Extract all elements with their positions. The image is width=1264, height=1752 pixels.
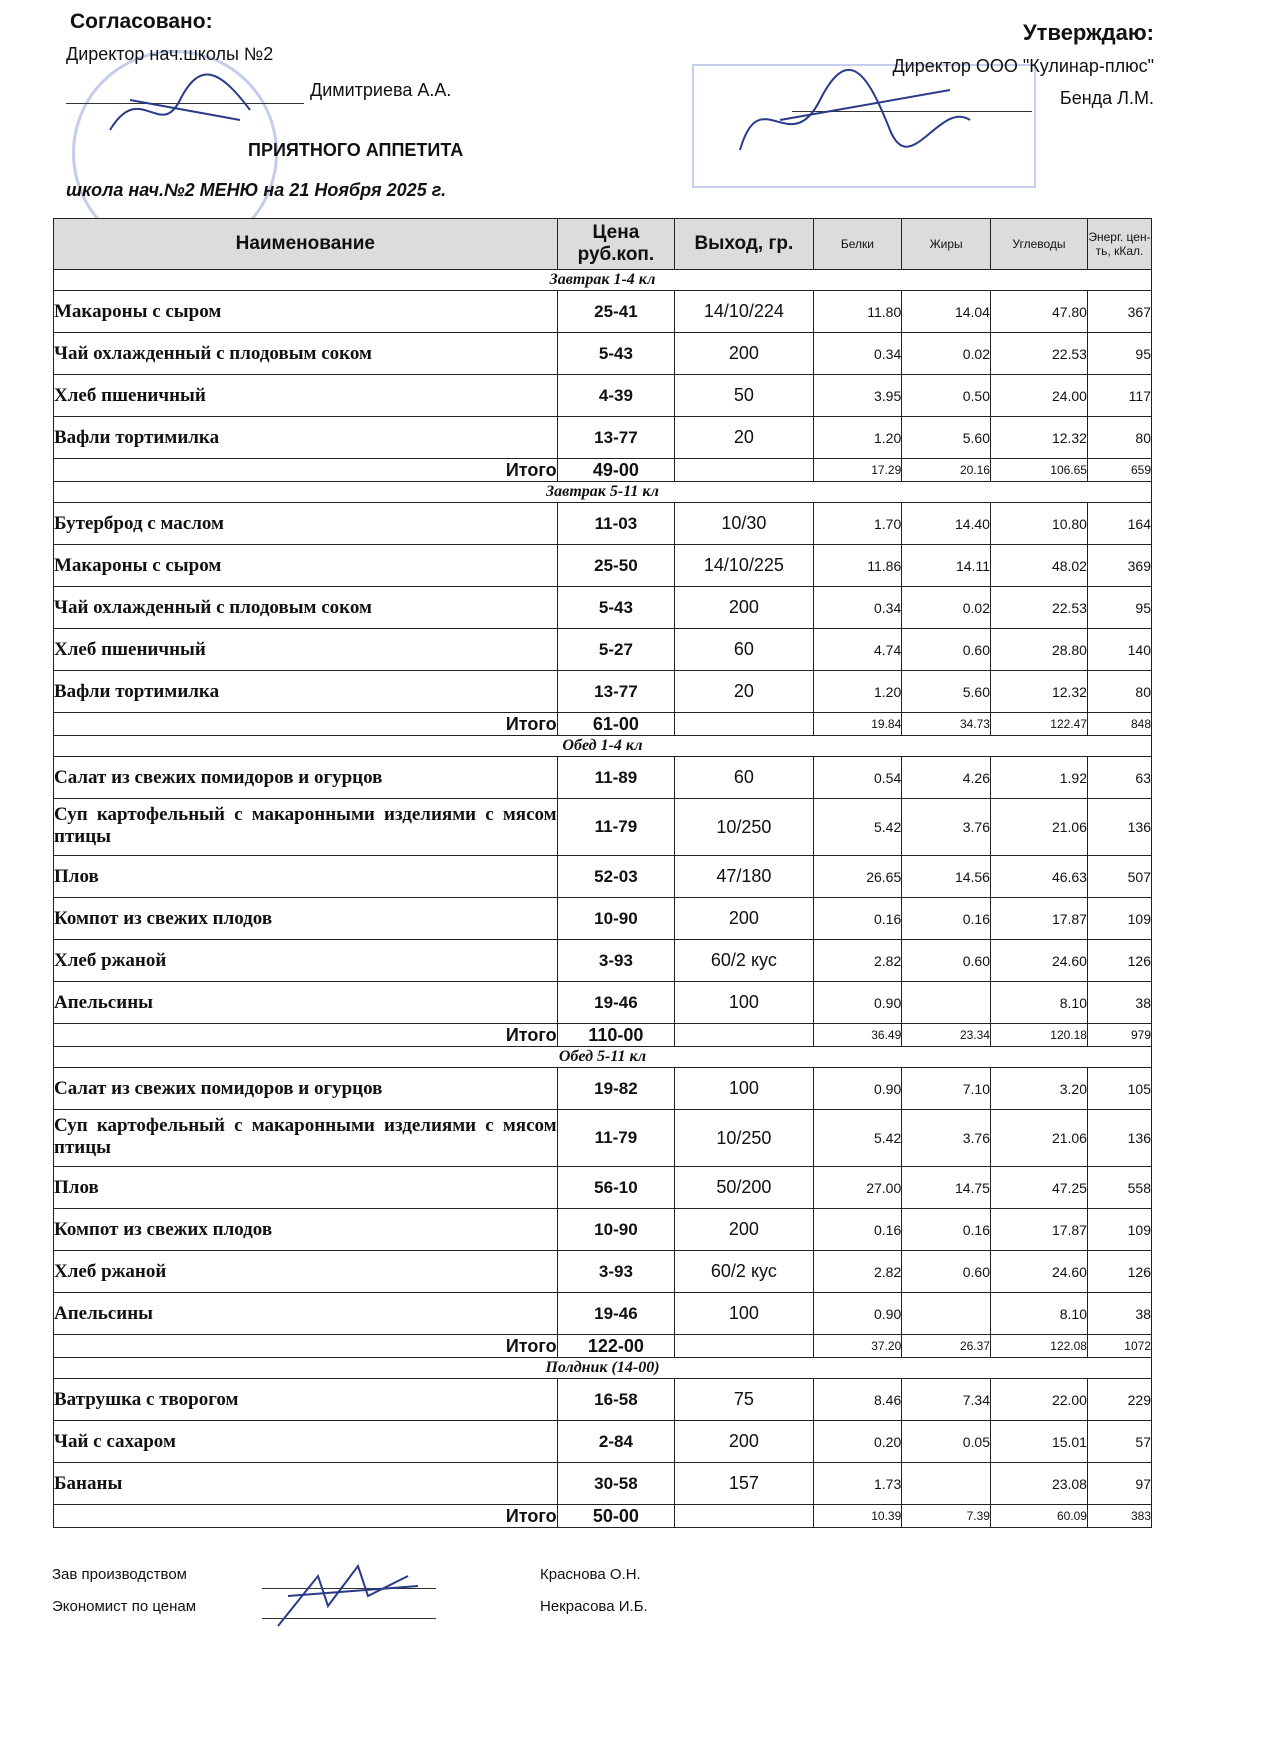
dish-name: Плов — [54, 1167, 558, 1209]
total-price: 50-00 — [557, 1505, 675, 1528]
dish-output: 200 — [675, 1421, 813, 1463]
dish-name: Чай охлажденный с плодовым соком — [54, 587, 558, 629]
dish-price: 16-58 — [557, 1379, 675, 1421]
dish-output: 157 — [675, 1463, 813, 1505]
table-row — [54, 629, 1152, 671]
dish-carbs: 48.02 — [990, 545, 1087, 587]
dish-price: 25-41 — [557, 291, 675, 333]
header-output: Выход, гр. — [675, 219, 813, 270]
total-energy: 659 — [1087, 459, 1151, 482]
dish-protein: 0.90 — [813, 1293, 902, 1335]
menu-table — [53, 218, 1152, 1528]
dish-carbs: 46.63 — [990, 856, 1087, 898]
dish-name: Апельсины — [54, 1293, 558, 1335]
dish-protein: 8.46 — [813, 1379, 902, 1421]
table-row — [54, 898, 1152, 940]
dish-carbs: 22.53 — [990, 587, 1087, 629]
dish-output: 10/30 — [675, 503, 813, 545]
dish-name: Плов — [54, 856, 558, 898]
dish-output: 100 — [675, 982, 813, 1024]
dish-protein: 2.82 — [813, 940, 902, 982]
dish-price: 13-77 — [557, 417, 675, 459]
dish-energy: 126 — [1087, 940, 1151, 982]
dish-fat: 14.11 — [902, 545, 991, 587]
dish-fat: 4.26 — [902, 757, 991, 799]
dish-fat: 14.56 — [902, 856, 991, 898]
dish-name: Бутерброд с маслом — [54, 503, 558, 545]
dish-name: Апельсины — [54, 982, 558, 1024]
approval-right-name: Бенда Л.М. — [1059, 88, 1154, 108]
total-protein: 36.49 — [813, 1024, 902, 1047]
dish-fat: 14.40 — [902, 503, 991, 545]
total-output-empty — [675, 713, 813, 736]
total-fat: 26.37 — [902, 1335, 991, 1358]
footer-signature — [268, 1556, 428, 1636]
dish-name: Суп картофельный с макаронными изделиями с мясом птицы — [54, 1110, 558, 1167]
dish-energy: 109 — [1087, 1209, 1151, 1251]
dish-carbs: 47.80 — [990, 291, 1087, 333]
dish-protein: 4.74 — [813, 629, 902, 671]
approval-left-title: Согласовано: — [70, 10, 213, 33]
dish-protein: 0.16 — [813, 898, 902, 940]
table-row — [54, 333, 1152, 375]
dish-price: 11-89 — [557, 757, 675, 799]
dish-output: 20 — [675, 671, 813, 713]
dish-price: 56-10 — [557, 1167, 675, 1209]
dish-name: Салат из свежих помидоров и огурцов — [54, 757, 558, 799]
table-row — [54, 1110, 1152, 1167]
dish-protein: 5.42 — [813, 799, 902, 856]
dish-energy: 229 — [1087, 1379, 1151, 1421]
header-protein: Белки — [813, 219, 902, 270]
dish-energy: 369 — [1087, 545, 1151, 587]
dish-fat: 5.60 — [902, 671, 991, 713]
table-row — [54, 671, 1152, 713]
table-row — [54, 1463, 1152, 1505]
dish-carbs: 21.06 — [990, 1110, 1087, 1167]
total-row — [54, 1024, 1152, 1047]
total-output-empty — [675, 459, 813, 482]
dish-name: Суп картофельный с макаронными изделиями с мясом птицы — [54, 799, 558, 856]
dish-carbs: 23.08 — [990, 1463, 1087, 1505]
dish-carbs: 8.10 — [990, 1293, 1087, 1335]
dish-fat: 5.60 — [902, 417, 991, 459]
table-header-row — [54, 219, 1152, 270]
section-row — [54, 1358, 1152, 1379]
header-name: Наименование — [54, 219, 558, 270]
total-protein: 17.29 — [813, 459, 902, 482]
total-fat: 23.34 — [902, 1024, 991, 1047]
total-energy: 383 — [1087, 1505, 1151, 1528]
dish-energy: 136 — [1087, 1110, 1151, 1167]
dish-name: Вафли тортимилка — [54, 671, 558, 713]
dish-name: Бананы — [54, 1463, 558, 1505]
dish-energy: 95 — [1087, 587, 1151, 629]
dish-output: 50 — [675, 375, 813, 417]
dish-carbs: 21.06 — [990, 799, 1087, 856]
section-title: Полдник (14-00) — [54, 1358, 1152, 1379]
dish-name: Хлеб ржаной — [54, 940, 558, 982]
dish-name: Чай с сахаром — [54, 1421, 558, 1463]
dish-fat: 14.75 — [902, 1167, 991, 1209]
dish-price: 2-84 — [557, 1421, 675, 1463]
dish-fat: 3.76 — [902, 799, 991, 856]
dish-name: Ватрушка с творогом — [54, 1379, 558, 1421]
dish-name: Компот из свежих плодов — [54, 898, 558, 940]
table-row — [54, 587, 1152, 629]
dish-energy: 80 — [1087, 671, 1151, 713]
section-row — [54, 1047, 1152, 1068]
dish-energy: 97 — [1087, 1463, 1151, 1505]
dish-carbs: 15.01 — [990, 1421, 1087, 1463]
dish-energy: 105 — [1087, 1068, 1151, 1110]
greeting: ПРИЯТНОГО АППЕТИТА — [248, 140, 464, 160]
dish-energy: 63 — [1087, 757, 1151, 799]
dish-carbs: 12.32 — [990, 417, 1087, 459]
total-output-empty — [675, 1505, 813, 1528]
dish-energy: 57 — [1087, 1421, 1151, 1463]
total-price: 61-00 — [557, 713, 675, 736]
dish-price: 52-03 — [557, 856, 675, 898]
dish-price: 10-90 — [557, 1209, 675, 1251]
dish-price: 11-79 — [557, 1110, 675, 1167]
dish-energy: 558 — [1087, 1167, 1151, 1209]
dish-output: 200 — [675, 1209, 813, 1251]
dish-output: 60 — [675, 629, 813, 671]
dish-carbs: 10.80 — [990, 503, 1087, 545]
dish-energy: 126 — [1087, 1251, 1151, 1293]
dish-output: 60/2 кус — [675, 940, 813, 982]
total-carbs: 106.65 — [990, 459, 1087, 482]
section-row — [54, 736, 1152, 757]
dish-fat: 7.10 — [902, 1068, 991, 1110]
dish-price: 19-46 — [557, 982, 675, 1024]
dish-price: 5-27 — [557, 629, 675, 671]
total-fat: 34.73 — [902, 713, 991, 736]
dish-carbs: 1.92 — [990, 757, 1087, 799]
dish-name: Чай охлажденный с плодовым соком — [54, 333, 558, 375]
dish-protein: 26.65 — [813, 856, 902, 898]
table-row — [54, 799, 1152, 856]
dish-protein: 3.95 — [813, 375, 902, 417]
total-carbs: 122.47 — [990, 713, 1087, 736]
header-price: Цена руб.коп. — [557, 219, 675, 270]
total-label: Итого — [54, 1335, 558, 1358]
dish-price: 13-77 — [557, 671, 675, 713]
dish-price: 3-93 — [557, 940, 675, 982]
dish-protein: 5.42 — [813, 1110, 902, 1167]
dish-fat: 0.02 — [902, 333, 991, 375]
approval-right-title: Утверждаю: — [1023, 20, 1154, 45]
dish-fat: 0.05 — [902, 1421, 991, 1463]
dish-fat: 7.34 — [902, 1379, 991, 1421]
section-title: Обед 1-4 кл — [54, 736, 1152, 757]
dish-output: 100 — [675, 1293, 813, 1335]
dish-carbs: 24.60 — [990, 940, 1087, 982]
dish-output: 75 — [675, 1379, 813, 1421]
dish-output: 14/10/225 — [675, 545, 813, 587]
dish-output: 200 — [675, 587, 813, 629]
dish-energy: 109 — [1087, 898, 1151, 940]
table-row — [54, 1379, 1152, 1421]
dish-energy: 80 — [1087, 417, 1151, 459]
dish-price: 3-93 — [557, 1251, 675, 1293]
table-row — [54, 545, 1152, 587]
dish-output: 200 — [675, 898, 813, 940]
dish-fat: 0.16 — [902, 1209, 991, 1251]
dish-energy: 136 — [1087, 799, 1151, 856]
footer-name-1: Краснова О.Н. — [540, 1566, 641, 1583]
dish-carbs: 3.20 — [990, 1068, 1087, 1110]
table-row — [54, 1167, 1152, 1209]
approval-left-role: Директор нач.школы №2 — [66, 44, 274, 64]
dish-carbs: 24.60 — [990, 1251, 1087, 1293]
dish-fat — [902, 982, 991, 1024]
dish-price: 10-90 — [557, 898, 675, 940]
dish-fat: 0.50 — [902, 375, 991, 417]
table-row — [54, 503, 1152, 545]
dish-fat: 14.04 — [902, 291, 991, 333]
dish-output: 20 — [675, 417, 813, 459]
dish-fat: 0.60 — [902, 1251, 991, 1293]
dish-name: Макароны с сыром — [54, 291, 558, 333]
signature-right — [720, 60, 980, 170]
total-label: Итого — [54, 1024, 558, 1047]
dish-name: Хлеб пшеничный — [54, 375, 558, 417]
dish-output: 60 — [675, 757, 813, 799]
menu-title: школа нач.№2 МЕНЮ на 21 Ноября 2025 г. — [66, 180, 447, 200]
total-fat: 7.39 — [902, 1505, 991, 1528]
total-carbs: 120.18 — [990, 1024, 1087, 1047]
dish-name: Хлеб ржаной — [54, 1251, 558, 1293]
total-protein: 10.39 — [813, 1505, 902, 1528]
dish-name: Компот из свежих плодов — [54, 1209, 558, 1251]
total-label: Итого — [54, 1505, 558, 1528]
table-row — [54, 856, 1152, 898]
dish-energy: 507 — [1087, 856, 1151, 898]
dish-fat: 0.60 — [902, 940, 991, 982]
total-output-empty — [675, 1335, 813, 1358]
dish-name: Макароны с сыром — [54, 545, 558, 587]
table-row — [54, 940, 1152, 982]
dish-output: 10/250 — [675, 799, 813, 856]
dish-protein: 1.20 — [813, 417, 902, 459]
dish-protein: 0.90 — [813, 1068, 902, 1110]
header-carbs: Углеводы — [990, 219, 1087, 270]
dish-energy: 95 — [1087, 333, 1151, 375]
dish-carbs: 22.53 — [990, 333, 1087, 375]
section-row — [54, 482, 1152, 503]
dish-carbs: 28.80 — [990, 629, 1087, 671]
total-carbs: 60.09 — [990, 1505, 1087, 1528]
table-row — [54, 1251, 1152, 1293]
dish-protein: 0.20 — [813, 1421, 902, 1463]
dish-carbs: 8.10 — [990, 982, 1087, 1024]
dish-price: 30-58 — [557, 1463, 675, 1505]
dish-protein: 1.73 — [813, 1463, 902, 1505]
dish-fat: 0.60 — [902, 629, 991, 671]
dish-name: Хлеб пшеничный — [54, 629, 558, 671]
footer-name-2: Некрасова И.Б. — [540, 1598, 648, 1615]
table-row — [54, 1421, 1152, 1463]
dish-fat: 0.16 — [902, 898, 991, 940]
dish-carbs: 47.25 — [990, 1167, 1087, 1209]
total-protein: 19.84 — [813, 713, 902, 736]
menu-body — [54, 270, 1152, 1528]
total-row — [54, 1335, 1152, 1358]
signature-left — [100, 60, 280, 150]
dish-output: 47/180 — [675, 856, 813, 898]
section-title: Завтрак 5-11 кл — [54, 482, 1152, 503]
section-row — [54, 270, 1152, 291]
dish-price: 11-03 — [557, 503, 675, 545]
dish-protein: 27.00 — [813, 1167, 902, 1209]
dish-price: 4-39 — [557, 375, 675, 417]
section-title: Обед 5-11 кл — [54, 1047, 1152, 1068]
approval-right-role: Директор ООО "Кулинар-плюс" — [892, 56, 1154, 76]
dish-protein: 1.70 — [813, 503, 902, 545]
total-row — [54, 459, 1152, 482]
dish-protein: 0.54 — [813, 757, 902, 799]
dish-protein: 0.34 — [813, 587, 902, 629]
total-label: Итого — [54, 713, 558, 736]
dish-price: 19-82 — [557, 1068, 675, 1110]
dish-output: 60/2 кус — [675, 1251, 813, 1293]
footer-role-1: Зав производством — [52, 1566, 187, 1583]
section-title: Завтрак 1-4 кл — [54, 270, 1152, 291]
dish-carbs: 17.87 — [990, 1209, 1087, 1251]
dish-energy: 140 — [1087, 629, 1151, 671]
dish-carbs: 22.00 — [990, 1379, 1087, 1421]
dish-energy: 117 — [1087, 375, 1151, 417]
total-carbs: 122.08 — [990, 1335, 1087, 1358]
total-output-empty — [675, 1024, 813, 1047]
dish-name: Салат из свежих помидоров и огурцов — [54, 1068, 558, 1110]
table-row — [54, 1209, 1152, 1251]
dish-protein: 11.86 — [813, 545, 902, 587]
dish-output: 10/250 — [675, 1110, 813, 1167]
dish-carbs: 12.32 — [990, 671, 1087, 713]
dish-protein: 0.34 — [813, 333, 902, 375]
dish-energy: 367 — [1087, 291, 1151, 333]
dish-output: 100 — [675, 1068, 813, 1110]
dish-output: 200 — [675, 333, 813, 375]
total-row — [54, 1505, 1152, 1528]
footer-role-2: Экономист по ценам — [52, 1598, 197, 1615]
dish-protein: 1.20 — [813, 671, 902, 713]
total-label: Итого — [54, 459, 558, 482]
total-row — [54, 713, 1152, 736]
total-price: 122-00 — [557, 1335, 675, 1358]
total-price: 110-00 — [557, 1024, 675, 1047]
total-energy: 848 — [1087, 713, 1151, 736]
table-row — [54, 757, 1152, 799]
dish-price: 25-50 — [557, 545, 675, 587]
dish-protein: 0.90 — [813, 982, 902, 1024]
dish-output: 50/200 — [675, 1167, 813, 1209]
total-energy: 979 — [1087, 1024, 1151, 1047]
table-row — [54, 1293, 1152, 1335]
dish-energy: 38 — [1087, 1293, 1151, 1335]
dish-fat — [902, 1293, 991, 1335]
dish-price: 5-43 — [557, 333, 675, 375]
header-energy: Энерг. цен-ть, кКал. — [1087, 219, 1151, 270]
approval-left-name: Димитриева А.А. — [310, 80, 452, 100]
dish-energy: 38 — [1087, 982, 1151, 1024]
table-row — [54, 375, 1152, 417]
header-fat: Жиры — [902, 219, 991, 270]
dish-protein: 0.16 — [813, 1209, 902, 1251]
total-energy: 1072 — [1087, 1335, 1151, 1358]
dish-output: 14/10/224 — [675, 291, 813, 333]
table-row — [54, 982, 1152, 1024]
dish-fat: 3.76 — [902, 1110, 991, 1167]
dish-energy: 164 — [1087, 503, 1151, 545]
dish-carbs: 24.00 — [990, 375, 1087, 417]
total-price: 49-00 — [557, 459, 675, 482]
dish-price: 5-43 — [557, 587, 675, 629]
dish-fat — [902, 1463, 991, 1505]
dish-price: 19-46 — [557, 1293, 675, 1335]
table-row — [54, 417, 1152, 459]
dish-price: 11-79 — [557, 799, 675, 856]
dish-fat: 0.02 — [902, 587, 991, 629]
dish-name: Вафли тортимилка — [54, 417, 558, 459]
dish-carbs: 17.87 — [990, 898, 1087, 940]
total-fat: 20.16 — [902, 459, 991, 482]
dish-protein: 11.80 — [813, 291, 902, 333]
table-row — [54, 291, 1152, 333]
total-protein: 37.20 — [813, 1335, 902, 1358]
table-row — [54, 1068, 1152, 1110]
dish-protein: 2.82 — [813, 1251, 902, 1293]
